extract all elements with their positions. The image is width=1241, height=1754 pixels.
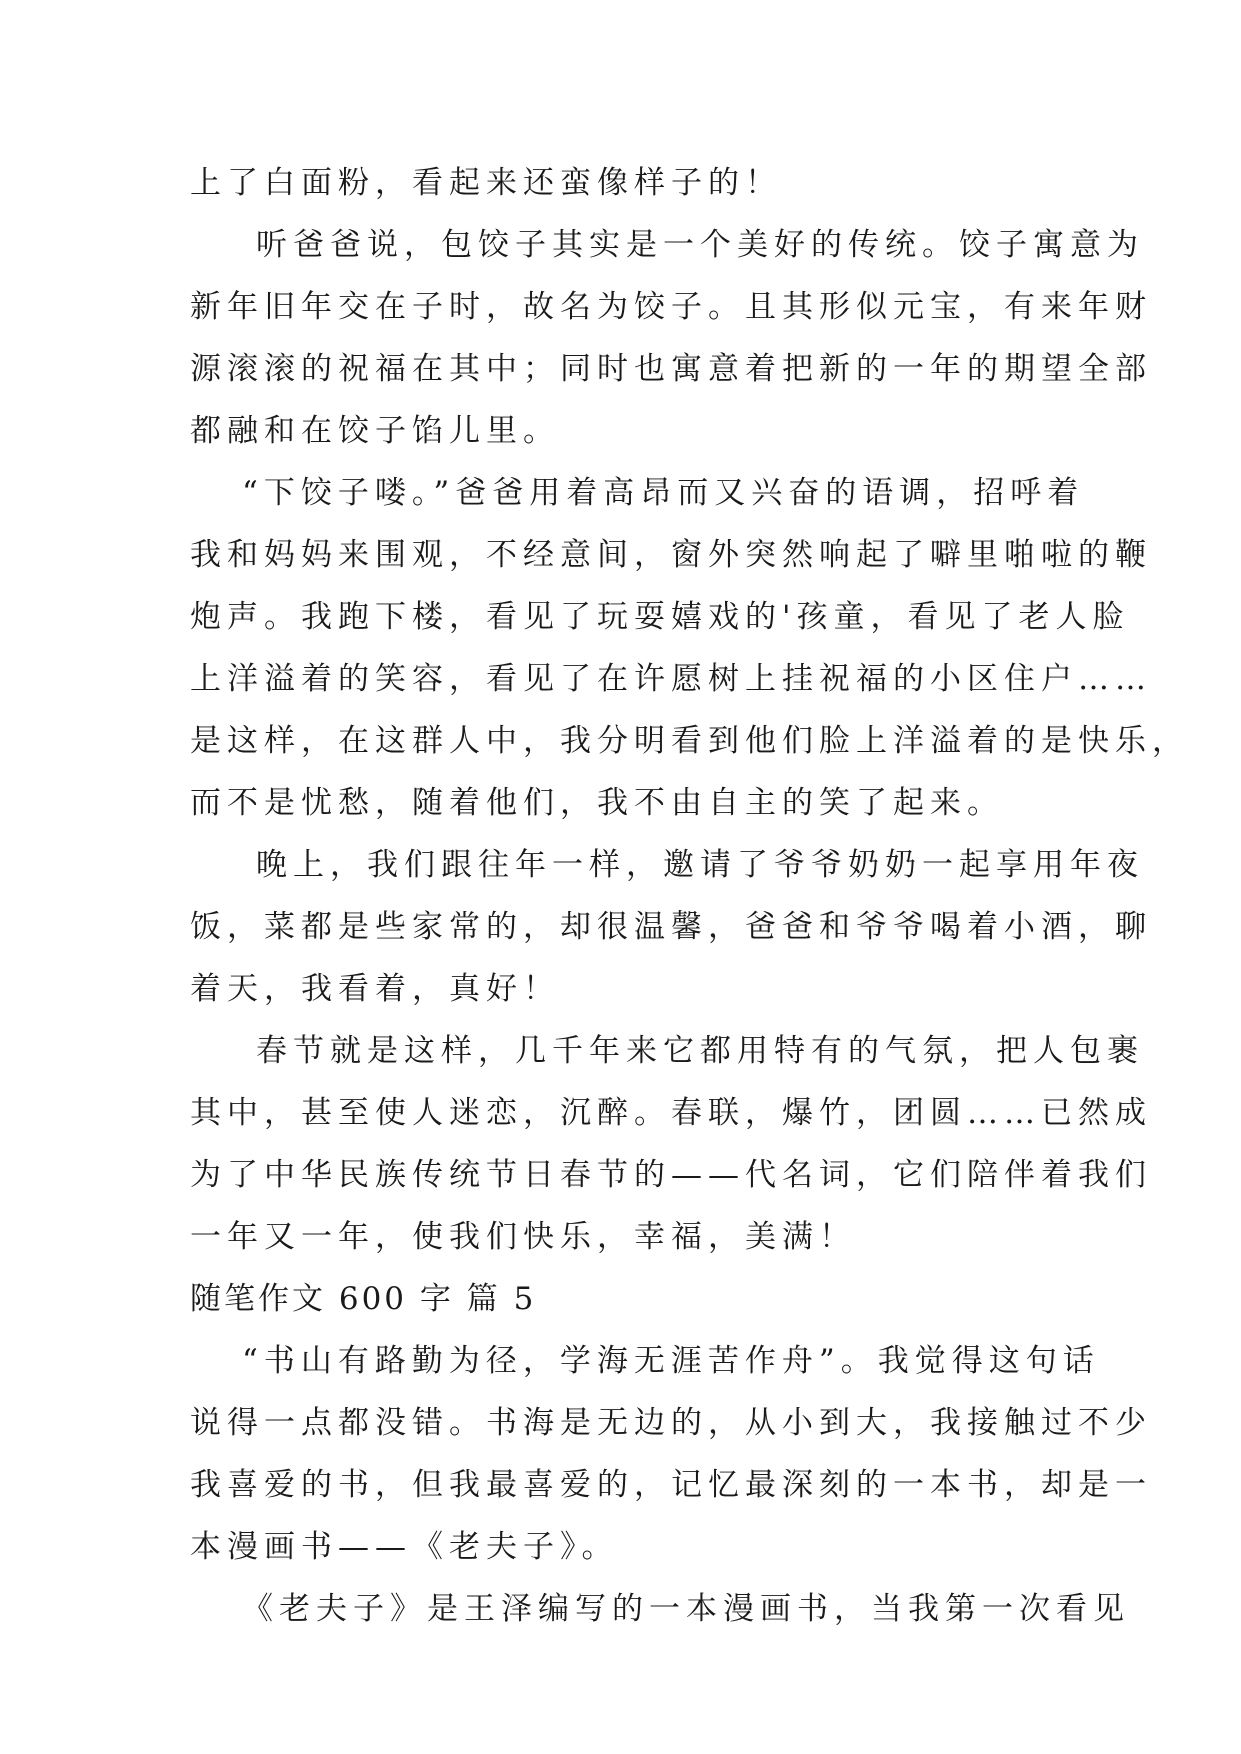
paragraph-start-line: 春节就是这样，几千年来它都用特有的气氛，把人包裹 <box>256 1033 1144 1069</box>
text-line: 炮声。我跑下楼，看见了玩耍嬉戏的'孩童，看见了老人脸 <box>190 599 1130 635</box>
paragraph-start-line: 《老夫子》是王泽编写的一本漫画书，当我第一次看见 <box>242 1591 1130 1627</box>
paragraph-start-line: “书山有路勤为径，学海无涯苦作舟”。我觉得这句话 <box>242 1343 1100 1379</box>
section-heading: 随笔作文 600 字 篇 5 <box>190 1281 537 1317</box>
paragraph-start-line: 晚上，我们跟往年一样，邀请了爷爷奶奶一起享用年夜 <box>256 847 1144 883</box>
text-line: 饭，菜都是些家常的，却很温馨，爸爸和爷爷喝着小酒，聊 <box>190 909 1152 945</box>
text-line: 我和妈妈来围观，不经意间，窗外突然响起了噼里啪啦的鞭 <box>190 537 1152 573</box>
text-line: 是这样，在这群人中，我分明看到他们脸上洋溢着的是快乐， <box>190 723 1189 759</box>
text-line: 都融和在饺子馅儿里。 <box>190 413 560 449</box>
text-line: 着天，我看着，真好！ <box>190 971 560 1007</box>
text-line: 上洋溢着的笑容，看见了在许愿树上挂祝福的小区住户…… <box>190 661 1152 697</box>
text-line: 我喜爱的书，但我最喜爱的，记忆最深刻的一本书，却是一 <box>190 1467 1152 1503</box>
text-line: 上了白面粉，看起来还蛮像样子的！ <box>190 165 782 201</box>
text-line: 为了中华民族传统节日春节的——代名词，它们陪伴着我们 <box>190 1157 1152 1193</box>
text-line: 其中，甚至使人迷恋，沉醉。春联，爆竹，团圆……已然成 <box>190 1095 1152 1131</box>
paragraph-start-line: 听爸爸说，包饺子其实是一个美好的传统。饺子寓意为 <box>256 227 1144 263</box>
text-line: 而不是忧愁，随着他们，我不由自主的笑了起来。 <box>190 785 1004 821</box>
text-line: 一年又一年，使我们快乐，幸福，美满！ <box>190 1219 856 1255</box>
essay-body <box>190 152 1189 1640</box>
text-line: 新年旧年交在子时，故名为饺子。且其形似元宝，有来年财 <box>190 289 1152 325</box>
text-line: 源滚滚的祝福在其中；同时也寓意着把新的一年的期望全部 <box>190 351 1152 387</box>
text-line: 说得一点都没错。书海是无边的，从小到大，我接触过不少 <box>190 1405 1152 1441</box>
text-line: 本漫画书——《老夫子》。 <box>190 1529 619 1565</box>
paragraph-start-line: “下饺子喽。”爸爸用着高昂而又兴奋的语调，招呼着 <box>242 475 1085 511</box>
